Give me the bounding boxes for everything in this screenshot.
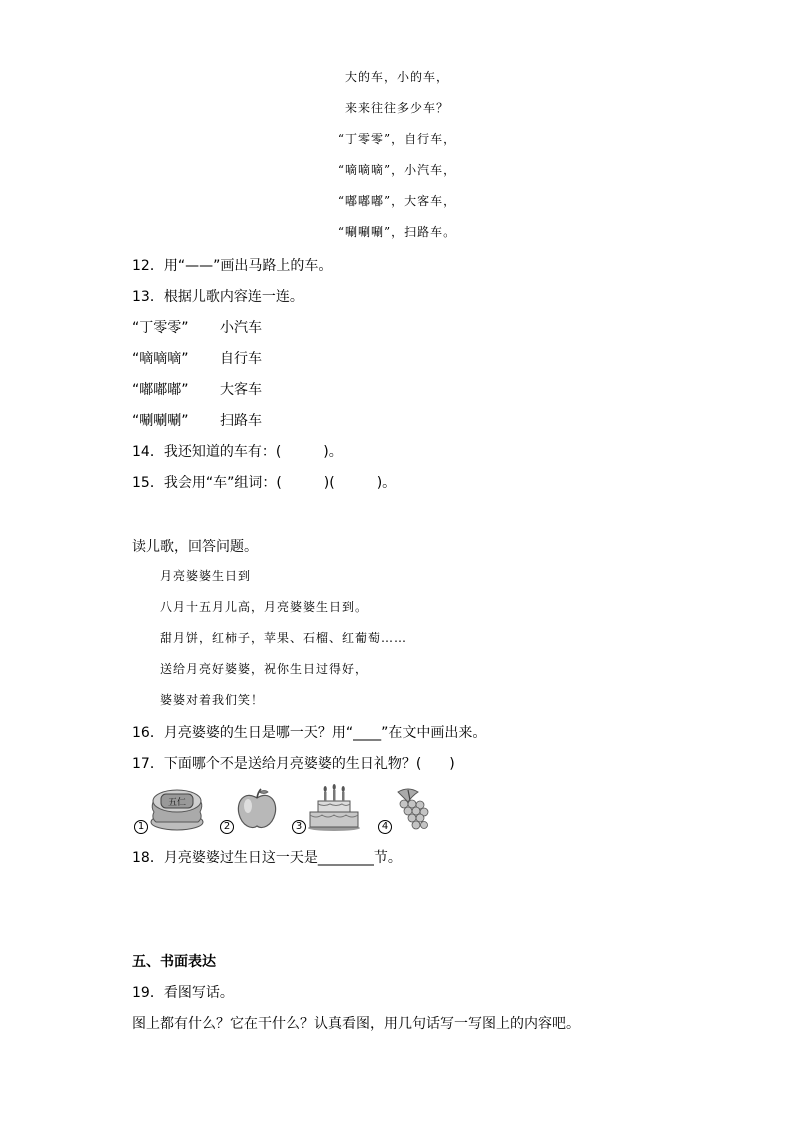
reading-prompt: 读儿歌，回答问题。 [132,539,258,555]
poem-1-line: “唰唰唰”，扫路车。 [337,225,457,239]
match-left-item[interactable]: “唰唰唰” [132,413,189,429]
mooncake-icon [148,786,206,832]
poem-2-title: 月亮婆婆生日到 [160,569,252,583]
option-number[interactable]: 4 [378,820,392,834]
poem-1-line: “丁零零”，自行车， [337,132,457,146]
question-17: 17．下面哪个不是送给月亮婆婆的生日礼物？( ) [132,756,455,772]
match-right-item[interactable]: 自行车 [220,351,262,367]
poem-1-line: “嘀嘀嘀”，小汽车， [337,163,457,177]
section-heading: 五、书面表达 [132,954,216,970]
poem-2-line: 送给月亮好婆婆，祝你生日过得好， [160,662,369,676]
match-left-item[interactable]: “嘀嘀嘀” [132,351,189,367]
match-right-item[interactable]: 小汽车 [220,320,262,336]
mooncake-label: 五仁 [167,798,187,808]
question-15: 15．我会用“车”组词：( )( )。 [132,475,397,491]
grapes-icon [390,786,434,832]
poem-1-line: “嘟嘟嘟”，大客车， [337,194,457,208]
poem-2-line: 婆婆对着我们笑！ [160,693,265,707]
question-19: 19．看图写话。 [132,985,234,1001]
question-14: 14．我还知道的车有：( )。 [132,444,343,460]
poem-1-line: 大的车，小的车， [344,70,449,84]
answer-options [132,784,452,834]
match-left-item[interactable]: “丁零零” [132,320,189,336]
option-number[interactable]: 1 [134,820,148,834]
match-right-item[interactable]: 大客车 [220,382,262,398]
poem-2-line: 甜月饼，红柿子，苹果、石榴、红葡萄…… [160,631,408,645]
poem-2-line: 八月十五月儿高，月亮婆婆生日到。 [160,600,369,614]
poem-1-line: 来来往往多少车？ [344,101,449,115]
option-number[interactable]: 3 [292,820,306,834]
question-19-prompt: 图上都有什么？它在干什么？认真看图，用几句话写一写图上的内容吧。 [132,1016,580,1032]
apple-icon [234,786,280,832]
question-12: 12．用“——”画出马路上的车。 [132,258,333,274]
match-left-item[interactable]: “嘟嘟嘟” [132,382,189,398]
birthday-cake-icon [306,784,362,832]
question-13: 13．根据儿歌内容连一连。 [132,289,304,305]
question-16: 16．月亮婆婆的生日是哪一天？用“____”在文中画出来。 [132,725,487,741]
match-right-item[interactable]: 扫路车 [220,413,262,429]
question-18: 18．月亮婆婆过生日这一天是________节。 [132,850,402,866]
option-number[interactable]: 2 [220,820,234,834]
